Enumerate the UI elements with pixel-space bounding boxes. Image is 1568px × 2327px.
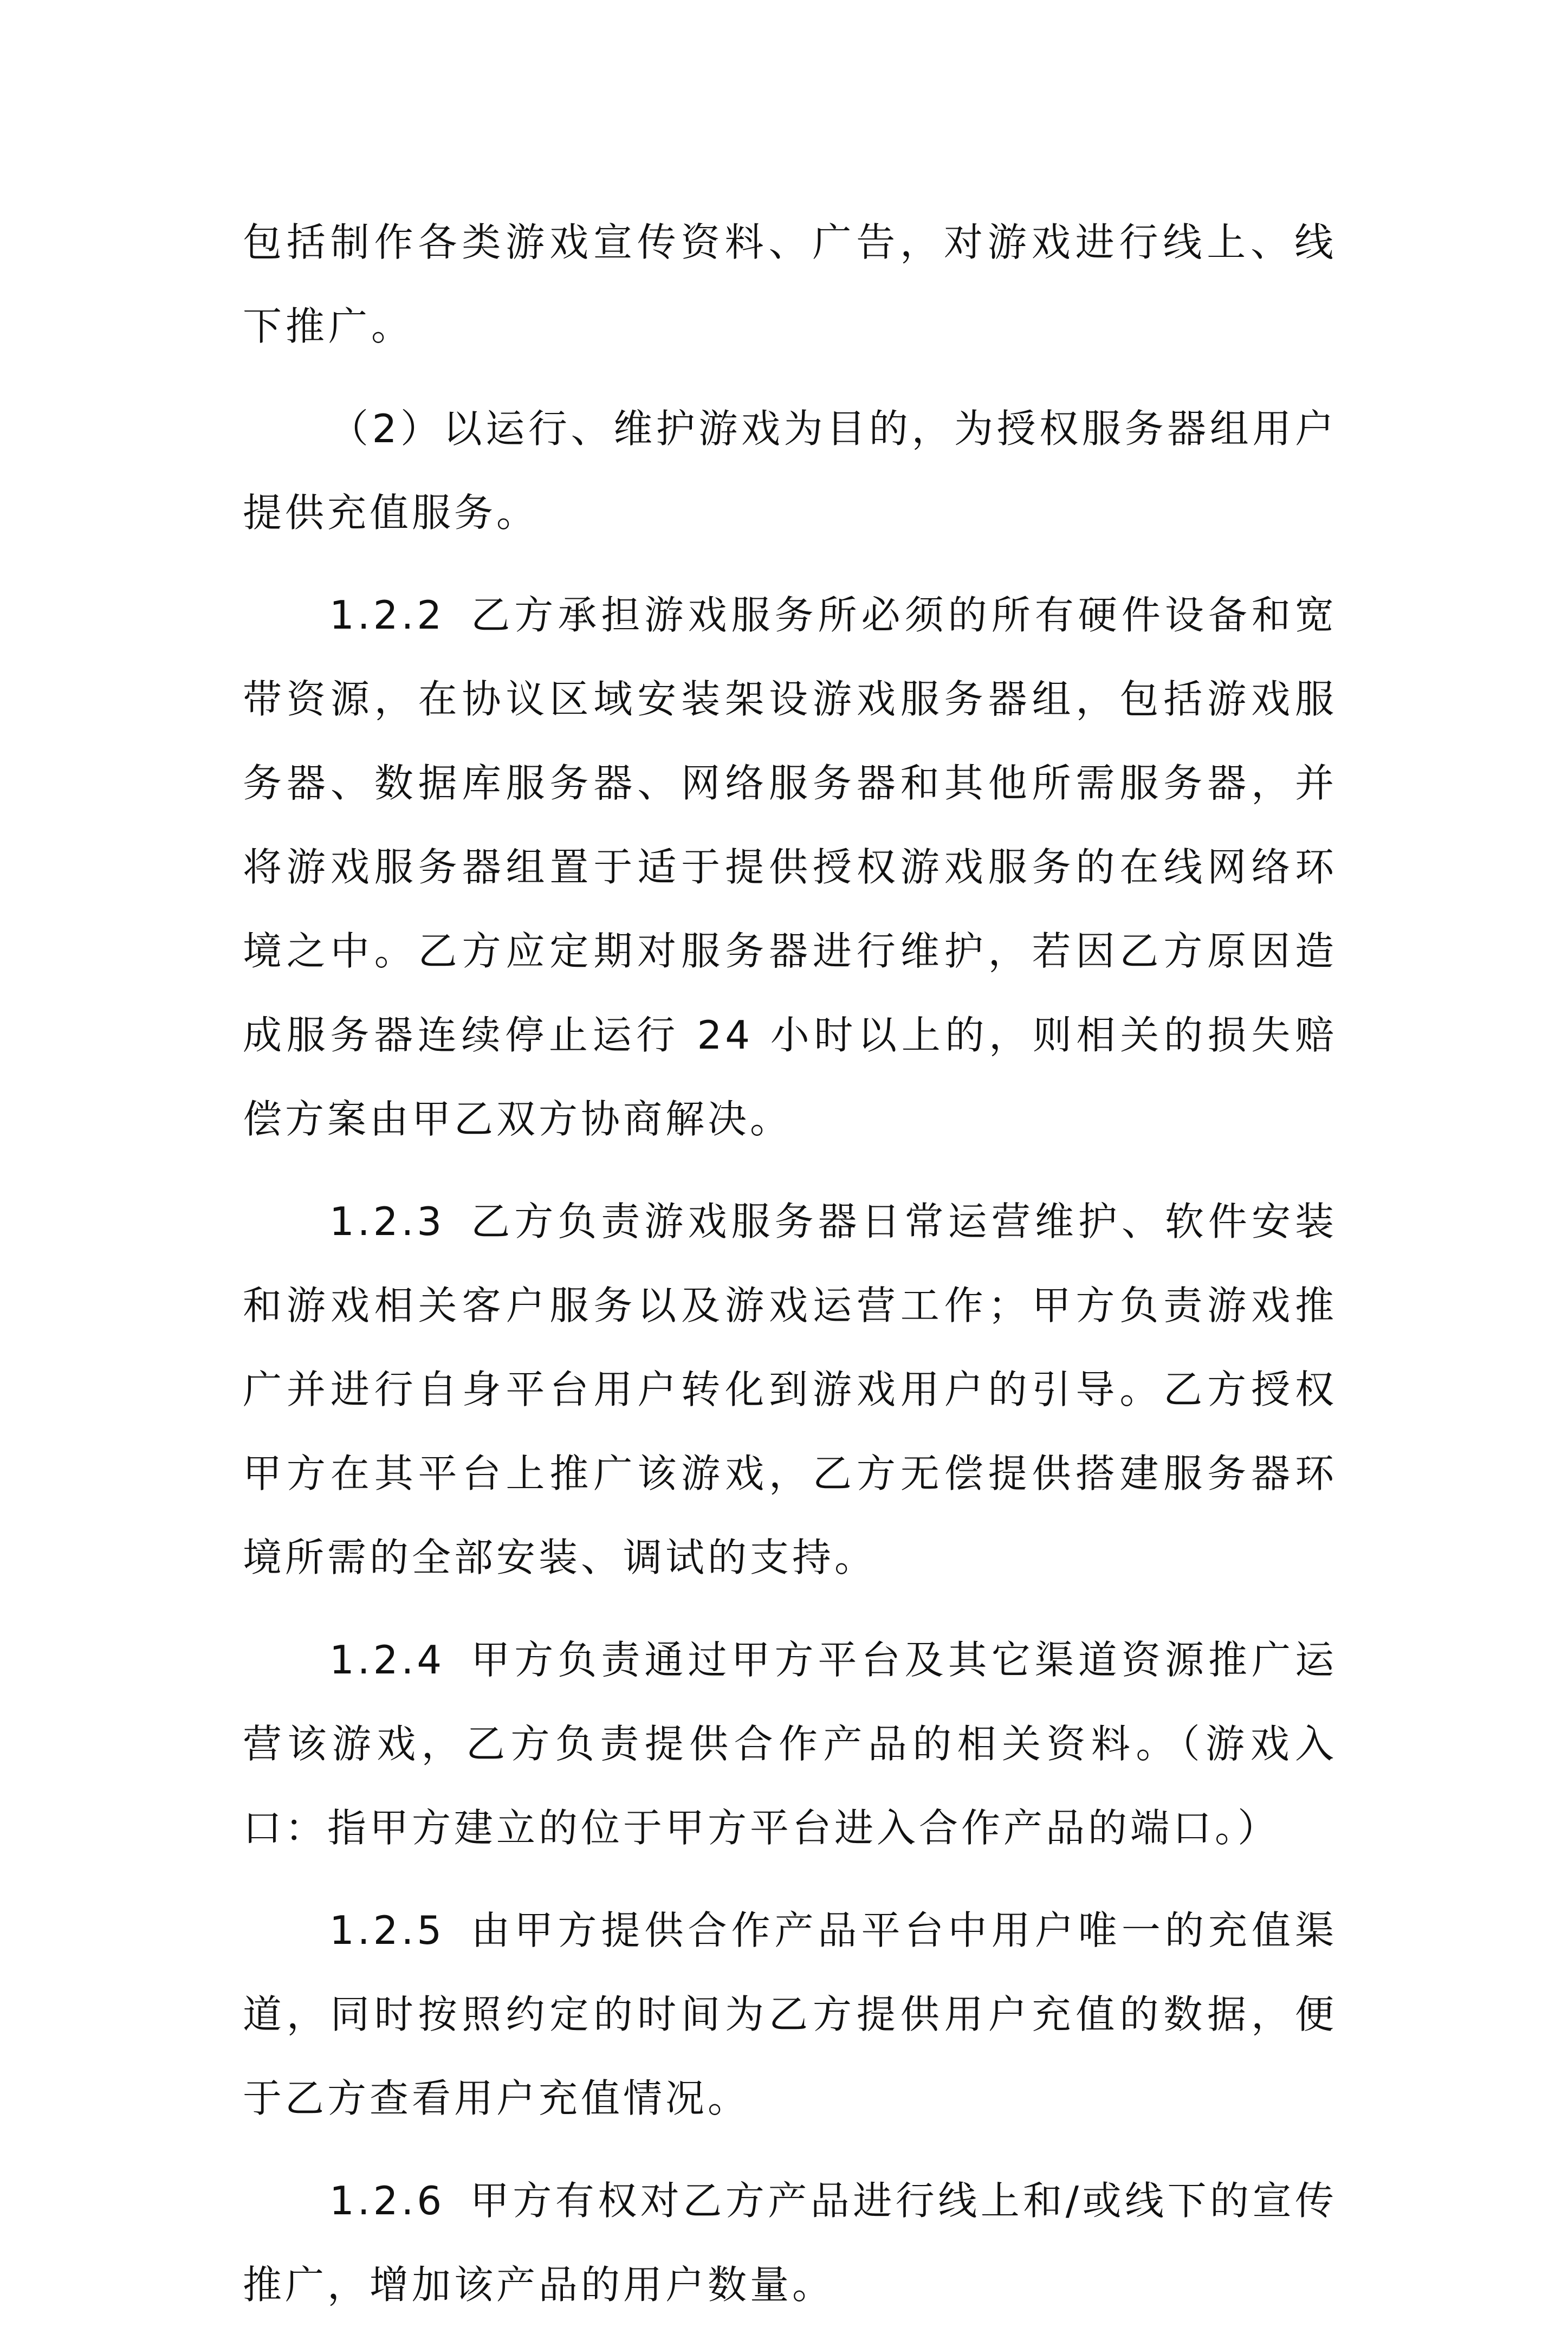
clause-number: 1.2.2 <box>329 592 445 638</box>
clause-text: 甲方有权对乙方产品进行线上和/或线下的宣传推广，增加该产品的用户数量。 <box>243 2178 1337 2307</box>
clause-text: 由甲方提供合作产品平台中用户唯一的充值渠道，同时按照约定的时间为乙方提供用户充值的数据，便于乙方查看用户充值情况。 <box>243 1908 1337 2121</box>
clause-text: 甲方负责通过甲方平台及其它渠道资源推广运营该游戏，乙方负责提供合作产品的相关资料。（游戏入口：指甲方建立的位于甲方平台进入合作产品的端口。） <box>243 1637 1337 1851</box>
clause-1-2-6 <box>243 2159 1337 2327</box>
clause-number: 1.2.5 <box>329 1908 445 1953</box>
clause-number: 1.2.4 <box>329 1637 445 1683</box>
clause-1-2-3 <box>243 1180 1337 1600</box>
clause-1-2-2 <box>243 573 1337 1161</box>
paragraph-continuation <box>243 201 1337 369</box>
paragraph-item-2 <box>243 387 1337 555</box>
clause-text: 乙方承担游戏服务所必须的所有硬件设备和宽带资源，在协议区域安装架设游戏服务器组，包括游戏服务器、数据库服务器、网络服务器和其他所需服务器，并将游戏服务器组置于适于提供授权游戏服务的在线网络环境之中。乙方应定期对服务器进行维护，若因乙方原因造成服务器连续停止运行 24 小时以上的，则相关的损失赔偿方案由甲乙双方协商解决。 <box>243 592 1337 1142</box>
paragraph-text: （2）以运行、维护游戏为目的，为授权服务器组用户提供充值服务。 <box>243 406 1337 535</box>
clause-1-2-5 <box>243 1889 1337 2141</box>
clause-number: 1.2.6 <box>329 2178 445 2223</box>
paragraph-text: 包括制作各类游戏宣传资料、广告，对游戏进行线上、线下推广。 <box>243 219 1337 349</box>
clause-number: 1.2.3 <box>329 1199 445 1244</box>
clause-text: 乙方负责游戏服务器日常运营维护、软件安装和游戏相关客户服务以及游戏运营工作；甲方负责游戏推广并进行自身平台用户转化到游戏用户的引导。乙方授权甲方在其平台上推广该游戏，乙方无偿提供搭建服务器环境所需的全部安装、调试的支持。 <box>243 1199 1337 1580</box>
document-body <box>243 201 1337 2327</box>
clause-1-2-4 <box>243 1618 1337 1870</box>
